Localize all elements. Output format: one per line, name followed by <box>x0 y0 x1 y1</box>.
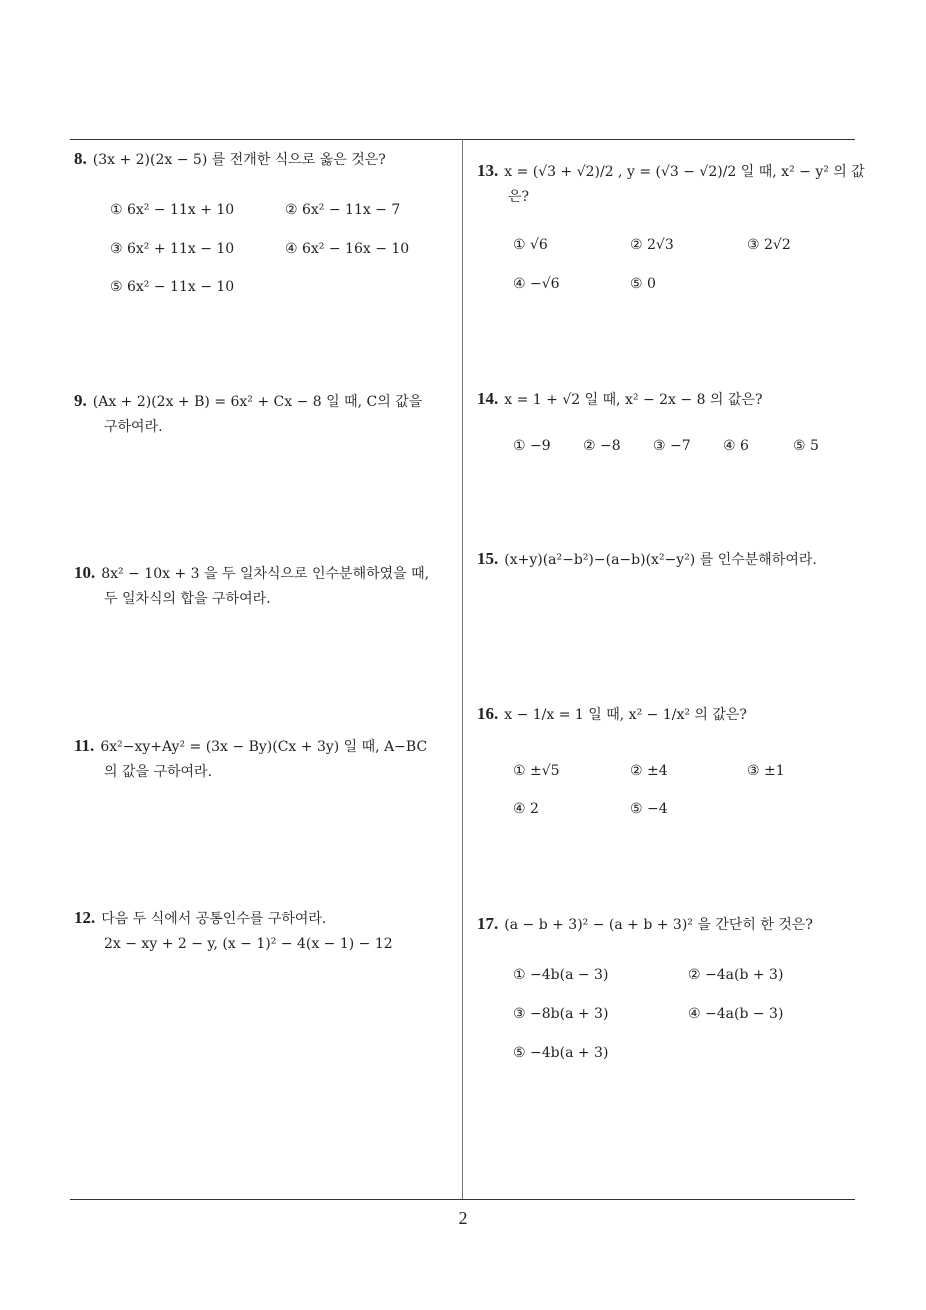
bottom-rule <box>70 1199 855 1200</box>
page-number: 2 <box>458 1208 468 1228</box>
question-14 <box>477 386 762 413</box>
question-15 <box>477 546 817 573</box>
question-number: 8. <box>74 149 87 168</box>
question-stem: 6x²−xy+Ay² = (3x − By)(Cx + 3y) 일 때, A−BC <box>100 739 428 755</box>
question-stem: x = (√3 + √2)/2 , y = (√3 − √2)/2 일 때, x² − y² 의 값 <box>504 164 865 180</box>
choice: ③ 6x² + 11x − 10 <box>110 241 235 257</box>
choice: ① −4b(a − 3) <box>513 967 609 983</box>
choice: ② 2√3 <box>630 237 674 253</box>
choice: ⑤ 5 <box>793 438 819 454</box>
question-12 <box>74 905 326 932</box>
question-number: 13. <box>477 161 499 180</box>
column-divider <box>462 139 463 1200</box>
question-stem: 다음 두 식에서 공통인수를 구하여라. <box>101 911 327 927</box>
question-8 <box>74 146 386 173</box>
choice: ② 6x² − 11x − 7 <box>285 202 401 218</box>
question-stem: (Ax + 2)(2x + B) = 6x² + Cx − 8 일 때, C의 값을 <box>92 394 423 410</box>
question-13 <box>477 158 865 185</box>
question-number: 9. <box>74 391 87 410</box>
question-number: 15. <box>477 549 499 568</box>
question-10 <box>74 560 429 587</box>
question-continuation: 2x − xy + 2 − y, (x − 1)² − 4(x − 1) − 12 <box>104 936 393 952</box>
choice: ① ±√5 <box>513 763 560 779</box>
question-continuation: 은? <box>508 189 530 205</box>
choice: ③ −7 <box>653 438 691 454</box>
question-number: 17. <box>477 914 499 933</box>
choice: ④ −4a(b − 3) <box>688 1006 784 1022</box>
choice: ④ 2 <box>513 801 539 817</box>
choice: ① √6 <box>513 237 548 253</box>
question-number: 12. <box>74 908 96 927</box>
choice: ① 6x² − 11x + 10 <box>110 202 235 218</box>
question-continuation: 두 일차식의 합을 구하여라. <box>104 591 271 607</box>
choice: ④ 6 <box>723 438 749 454</box>
question-9 <box>74 388 422 415</box>
question-stem: (x+y)(a²−b²)−(a−b)(x²−y²) 를 인수분해하여라. <box>504 552 817 568</box>
choice: ② ±4 <box>630 763 668 779</box>
question-number: 11. <box>74 736 95 755</box>
choice: ② −8 <box>583 438 621 454</box>
choice: ③ 2√2 <box>747 237 791 253</box>
question-stem: (a − b + 3)² − (a + b + 3)² 을 간단히 한 것은? <box>504 917 813 933</box>
choice: ⑤ −4 <box>630 801 668 817</box>
question-17 <box>477 911 813 938</box>
question-number: 10. <box>74 563 96 582</box>
question-16 <box>477 701 747 728</box>
choice: ⑤ −4b(a + 3) <box>513 1045 609 1061</box>
question-number: 14. <box>477 389 499 408</box>
question-stem: x − 1/x = 1 일 때, x² − 1/x² 의 값은? <box>504 707 747 723</box>
question-continuation: 구하여라. <box>104 419 163 435</box>
question-11 <box>74 733 427 760</box>
question-stem: (3x + 2)(2x − 5) 를 전개한 식으로 옳은 것은? <box>92 152 386 168</box>
choice: ⑤ 0 <box>630 276 656 292</box>
question-number: 16. <box>477 704 499 723</box>
question-continuation: 의 값을 구하여라. <box>104 764 213 780</box>
choice: ④ 6x² − 16x − 10 <box>285 241 410 257</box>
choice: ④ −√6 <box>513 276 560 292</box>
choice: ② −4a(b + 3) <box>688 967 784 983</box>
choice: ③ −8b(a + 3) <box>513 1006 609 1022</box>
choice: ⑤ 6x² − 11x − 10 <box>110 279 235 295</box>
choice: ③ ±1 <box>747 763 785 779</box>
question-stem: 8x² − 10x + 3 을 두 일차식으로 인수분해하였을 때, <box>101 566 430 582</box>
question-stem: x = 1 + √2 일 때, x² − 2x − 8 의 값은? <box>504 392 763 408</box>
choice: ① −9 <box>513 438 551 454</box>
